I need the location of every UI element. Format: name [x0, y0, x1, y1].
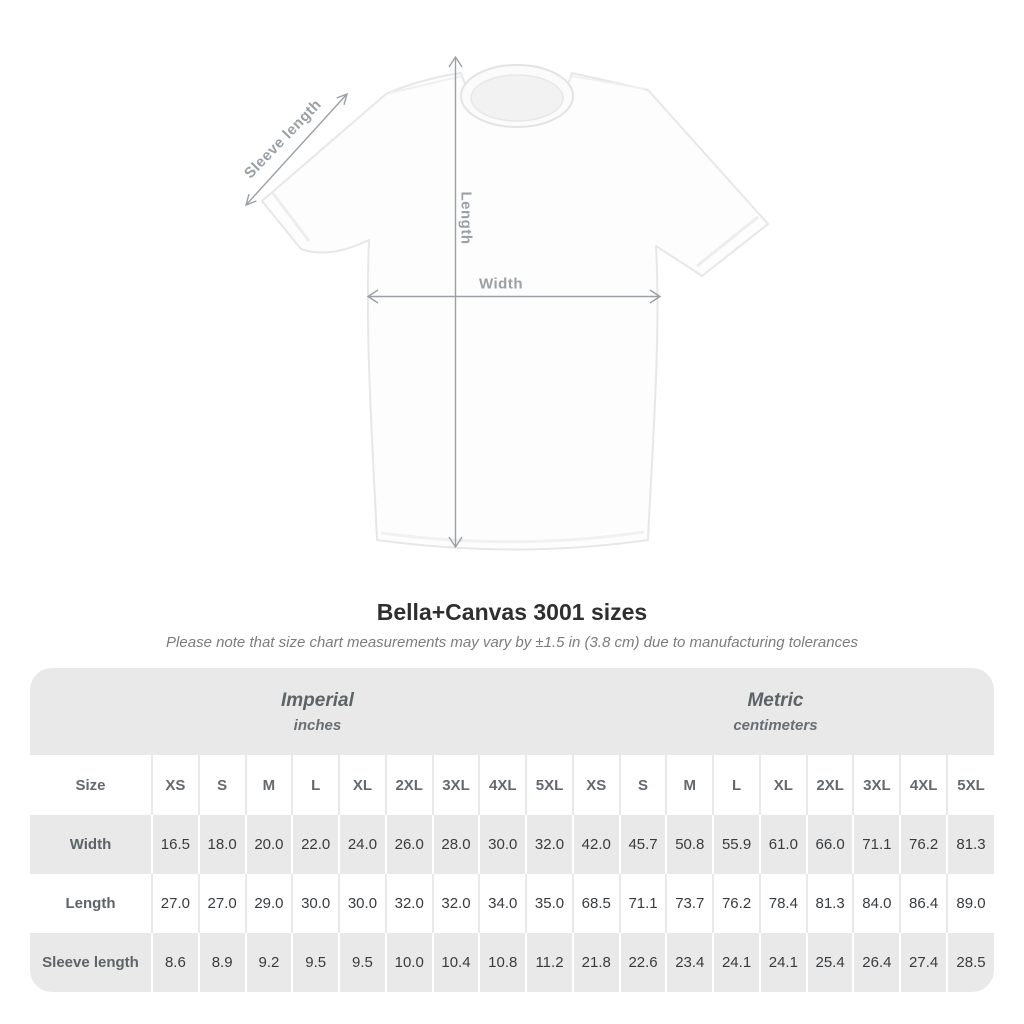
metric-group-header: [573, 668, 994, 755]
measurement-value-cell: 28.5: [947, 933, 994, 992]
measurement-value-cell: 22.6: [620, 933, 667, 992]
measurement-value-cell: 9.5: [292, 933, 339, 992]
measurement-value-cell: 32.0: [386, 874, 433, 933]
size-column-header: XL: [760, 755, 807, 815]
measurement-row: [30, 874, 994, 933]
imperial-unit: inches: [293, 716, 342, 734]
metric-unit: centimeters: [733, 716, 818, 734]
size-column-header: 5XL: [947, 755, 994, 815]
size-column-header: XS: [152, 755, 199, 815]
measurement-value-cell: 26.0: [386, 815, 433, 874]
size-column-header: S: [199, 755, 246, 815]
measurement-value-cell: 27.0: [199, 874, 246, 933]
measurement-value-cell: 45.7: [620, 815, 667, 874]
size-corner-header: Size: [30, 755, 152, 815]
measurement-value-cell: 20.0: [246, 815, 293, 874]
width-label: Width: [478, 275, 524, 293]
size-column-header: 4XL: [479, 755, 526, 815]
measurement-value-cell: 35.0: [526, 874, 573, 933]
measurement-value-cell: 50.8: [666, 815, 713, 874]
measurement-value-cell: 10.4: [433, 933, 480, 992]
metric-label: Metric: [747, 689, 804, 711]
size-column-header: L: [292, 755, 339, 815]
measurement-value-cell: 32.0: [526, 815, 573, 874]
measurement-value-cell: 71.1: [853, 815, 900, 874]
measurement-row-label: Width: [30, 815, 152, 874]
measurement-value-cell: 8.6: [152, 933, 199, 992]
measurement-value-cell: 22.0: [292, 815, 339, 874]
measurement-value-cell: 24.1: [760, 933, 807, 992]
measurement-value-cell: 42.0: [573, 815, 620, 874]
size-column-header: 3XL: [433, 755, 480, 815]
measurement-value-cell: 28.0: [433, 815, 480, 874]
tolerance-note: Please note that size chart measurements may vary by ±1.5 in (3.8 cm) due to manufacturing tolerances: [166, 634, 858, 651]
measurement-value-cell: 71.1: [620, 874, 667, 933]
measurement-value-cell: 9.5: [339, 933, 386, 992]
measurement-row: [30, 815, 994, 874]
size-column-header: 4XL: [900, 755, 947, 815]
measurement-value-cell: 29.0: [246, 874, 293, 933]
size-column-header: S: [620, 755, 667, 815]
measurement-value-cell: 32.0: [433, 874, 480, 933]
measurement-value-cell: 76.2: [713, 874, 760, 933]
measurement-value-cell: 11.2: [526, 933, 573, 992]
size-column-header: 2XL: [386, 755, 433, 815]
measurement-value-cell: 25.4: [807, 933, 854, 992]
measurement-value-cell: 89.0: [947, 874, 994, 933]
measurement-value-cell: 81.3: [947, 815, 994, 874]
imperial-label: Imperial: [281, 689, 354, 711]
measurement-value-cell: 23.4: [666, 933, 713, 992]
measurement-value-cell: 10.8: [479, 933, 526, 992]
size-column-header: 5XL: [526, 755, 573, 815]
measurement-value-cell: 27.0: [152, 874, 199, 933]
size-column-header: M: [246, 755, 293, 815]
page-title: Bella+Canvas 3001 sizes: [376, 599, 648, 625]
measurement-value-cell: 66.0: [807, 815, 854, 874]
measurement-value-cell: 26.4: [853, 933, 900, 992]
size-column-header: L: [713, 755, 760, 815]
measurement-value-cell: 18.0: [199, 815, 246, 874]
measurement-value-cell: 84.0: [853, 874, 900, 933]
measurement-value-cell: 34.0: [479, 874, 526, 933]
measurement-value-cell: 10.0: [386, 933, 433, 992]
size-column-header: XL: [339, 755, 386, 815]
measurement-value-cell: 16.5: [152, 815, 199, 874]
measurement-value-cell: 55.9: [713, 815, 760, 874]
size-column-header: 2XL: [807, 755, 854, 815]
measurement-value-cell: 9.2: [246, 933, 293, 992]
imperial-group-header: [152, 668, 573, 755]
measurement-row: [30, 933, 994, 992]
measurement-value-cell: 27.4: [900, 933, 947, 992]
measurement-value-cell: 86.4: [900, 874, 947, 933]
size-chart-card: [30, 668, 994, 992]
measurement-row-label: Sleeve length: [30, 933, 152, 992]
measurement-value-cell: 24.0: [339, 815, 386, 874]
measurement-value-cell: 30.0: [339, 874, 386, 933]
measurement-value-cell: 30.0: [479, 815, 526, 874]
size-column-header: XS: [573, 755, 620, 815]
measurement-value-cell: 68.5: [573, 874, 620, 933]
size-table: [30, 668, 994, 992]
size-column-header: M: [666, 755, 713, 815]
measurement-value-cell: 24.1: [713, 933, 760, 992]
measurement-row-label: Length: [30, 874, 152, 933]
measurement-value-cell: 30.0: [292, 874, 339, 933]
measurement-value-cell: 61.0: [760, 815, 807, 874]
measurement-value-cell: 81.3: [807, 874, 854, 933]
collar-opening: [471, 75, 563, 121]
measurement-value-cell: 8.9: [199, 933, 246, 992]
tshirt-body: [262, 73, 768, 550]
unit-group-row: [30, 668, 994, 755]
length-label: Length: [457, 191, 475, 245]
measurement-value-cell: 73.7: [666, 874, 713, 933]
size-column-header: 3XL: [853, 755, 900, 815]
measurement-value-cell: 78.4: [760, 874, 807, 933]
measurement-value-cell: 21.8: [573, 933, 620, 992]
sleeve-length-label: Sleeve length: [241, 95, 325, 183]
size-header-row: [30, 755, 994, 815]
measurement-value-cell: 76.2: [900, 815, 947, 874]
